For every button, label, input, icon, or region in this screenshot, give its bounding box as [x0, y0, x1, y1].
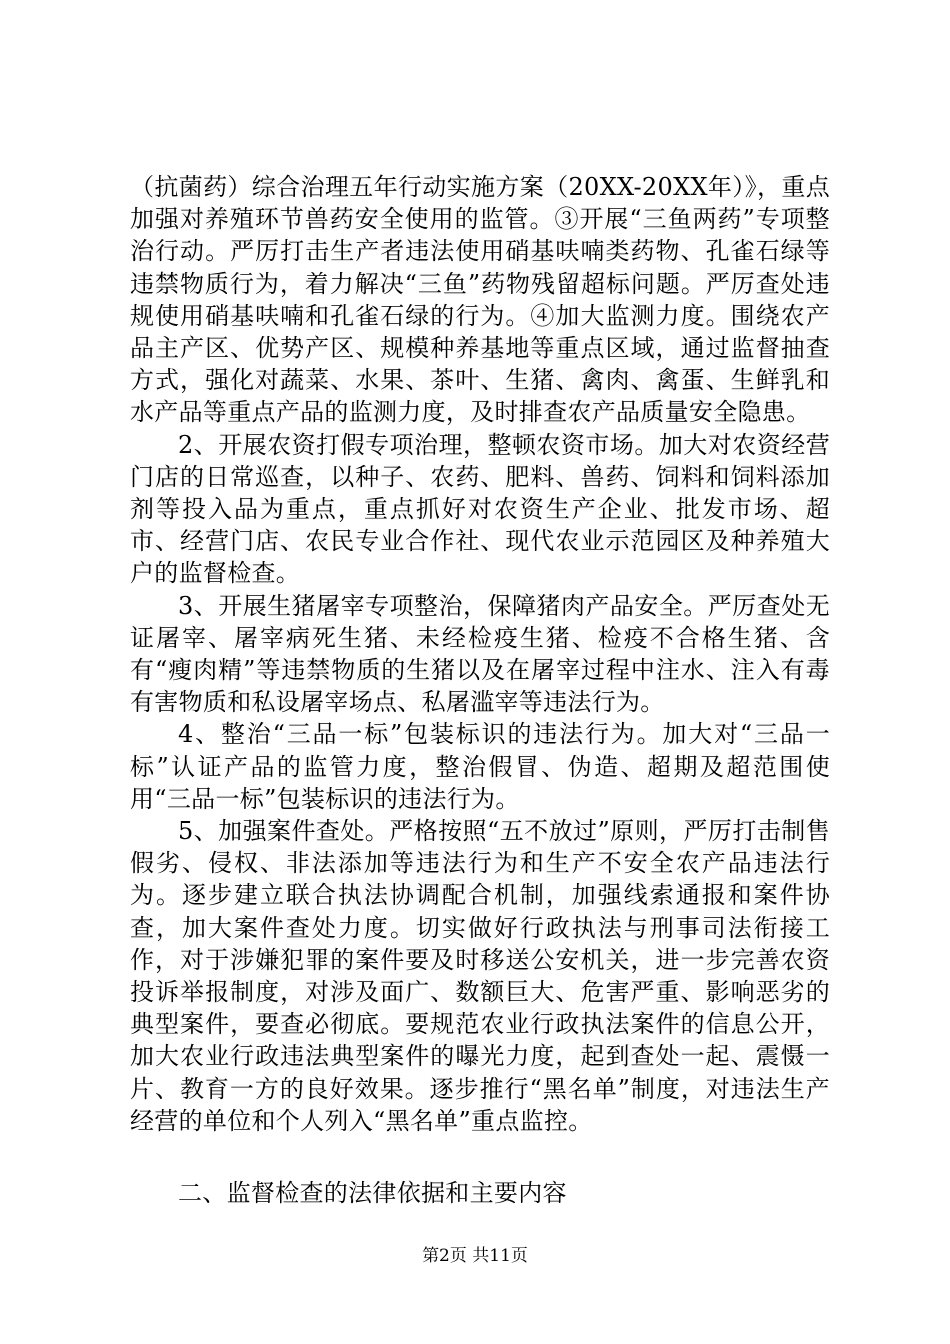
paragraph-item-4: 4、整治“三品一标”包装标识的违法行为。加大对“三品一标”认证产品的监管力度，整治假冒、伪造、超期及超范围使用“三品一标”包装标识的违法行为。	[130, 720, 830, 813]
paragraph-item-3: 3、开展生猪屠宰专项整治，保障猪肉产品安全。严厉查处无证屠宰、屠宰病死生猪、未经检疫生猪、检疫不合格生猪、含有“瘦肉精”等违禁物质的生猪以及在屠宰过程中注水、注入有毒有害物质和私设屠宰场点、私屠滥宰等违法行为。	[130, 591, 830, 717]
page-number-footer: 第2页 共11页	[422, 1246, 528, 1266]
paragraph-item-2: 2、开展农资打假专项治理，整顿农资市场。加大对农资经营门店的日常巡查，以种子、农药、肥料、兽药、饲料和饲料添加剂等投入品为重点，重点抓好对农资生产企业、批发市场、超市、经营门店、农民专业合作社、现代农业示范园区及种养殖大户的监督检查。	[130, 430, 830, 588]
paragraph-item-5: 5、加强案件查处。严格按照“五不放过”原则，严厉打击制售假劣、侵权、非法添加等违法行为和生产不安全农产品违法行为。逐步建立联合执法协调配合机制，加强线索通报和案件协查，加大案件查处力度。切实做好行政执法与刑事司法衔接工作，对于涉嫌犯罪的案件要及时移送公安机关，进一步完善农资投诉举报制度，对涉及面广、数额巨大、危害严重、影响恶劣的典型案件，要查必彻底。要规范农业行政执法案件的信息公开，加大农业行政违法典型案件的曝光力度，起到查处一起、震慑一片、教育一方的良好效果。逐步推行“黑名单”制度，对违法生产经营的单位和个人列入“黑名单”重点监控。	[130, 817, 830, 1135]
paragraph-continuation: （抗菌药）综合治理五年行动实施方案（20XX-20XX年）》，重点加强对养殖环节兽药安全使用的监管。③开展“三鱼两药”专项整治行动。严厉打击生产者违法使用硝基呋喃类药物、孔雀石绿等违禁物质行为，着力解决“三鱼”药物残留超标问题。严厉查处违规使用硝基呋喃和孔雀石绿的行为。④加大监测力度。围绕农产品主产区、优势产区、规模种养基地等重点区域，通过监督抽查方式，强化对蔬菜、水果、茶叶、生猪、禽肉、禽蛋、生鲜乳和水产品等重点产品的监测力度，及时排查农产品质量安全隐患。	[130, 173, 830, 427]
section-heading: 二、监督检查的法律依据和主要内容	[178, 1179, 567, 1207]
body-text	[130, 171, 830, 1137]
